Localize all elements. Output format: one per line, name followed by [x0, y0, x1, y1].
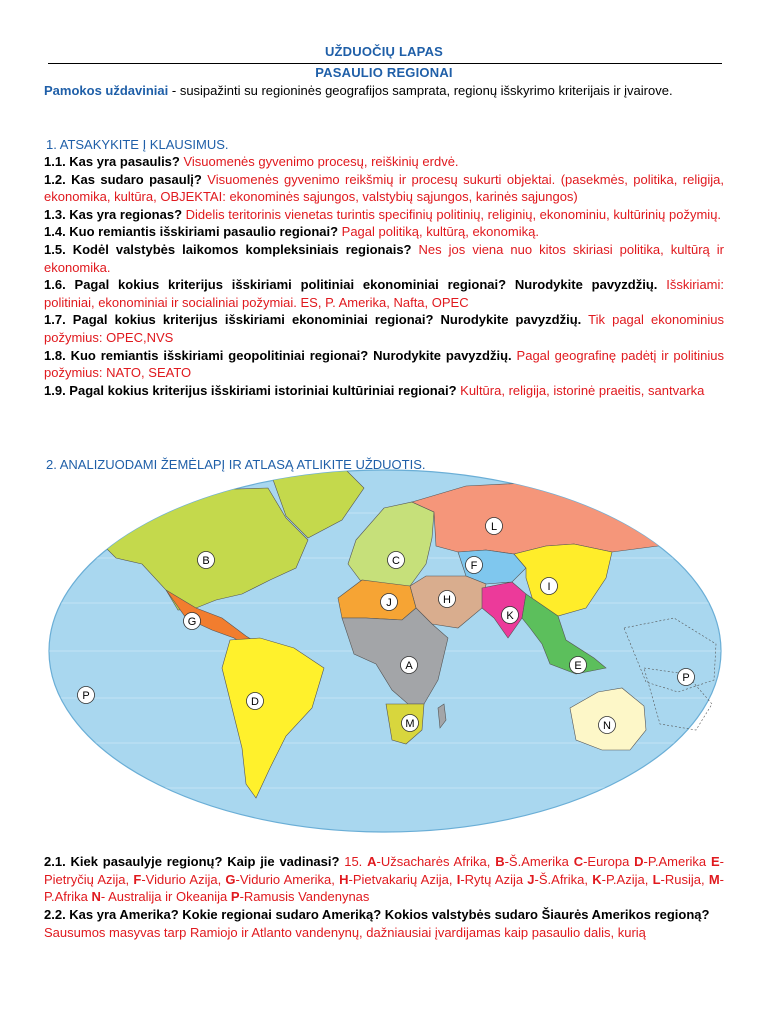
region-letter: C: [573, 854, 584, 869]
region-name: 15.: [339, 854, 368, 869]
region-letter: H: [339, 871, 349, 887]
region-letter: D: [634, 854, 644, 869]
region-letter: E: [710, 854, 720, 869]
region-marker-label: G: [187, 615, 197, 628]
answer-text: Kultūra, religija, istorinė praeitis, santvarka: [456, 382, 705, 398]
region-name: -Užsacharės Afrika,: [376, 854, 496, 869]
region-letter: J: [527, 871, 535, 887]
region-name: -Š.Amerika: [504, 854, 574, 869]
region-name: -P.Afrika: [44, 871, 724, 905]
new-zealand: [674, 744, 686, 770]
section2-heading: 2. ANALIZUODAMI ŽEMĖLAPĮ IR ATLASĄ ATLIKITE UŽDUOTIS.: [46, 457, 426, 472]
region-letter: M: [708, 871, 720, 887]
question-item: [44, 276, 724, 311]
region-marker-label: J: [386, 596, 392, 609]
answer-text: Pagal politiką, kultūrą, ekonomiką.: [338, 224, 539, 240]
region-marker-label: B: [202, 554, 210, 567]
region-marker-label: A: [405, 659, 413, 672]
region-name: -Vidurio Amerika,: [235, 871, 340, 887]
question-item: [44, 311, 724, 346]
question-text: 1.3. Kas yra regionas?: [44, 206, 183, 222]
page-title: UŽDUOČIŲ LAPAS: [324, 44, 444, 59]
region-marker-label: D: [251, 695, 259, 708]
region-name: -Vidurio Azija,: [141, 871, 226, 887]
intro-text: - susipažinti su regioninės geografijos samprata, regionų išskyrimo kriterijais ir įvairove.: [168, 83, 673, 98]
region-letter: P: [230, 889, 240, 905]
region-name: - Australija ir Okeanija: [100, 889, 231, 905]
question-2-2: [44, 906, 724, 941]
questions-block: [44, 153, 724, 399]
question-text: 1.4. Kuo remiantis išskiriami pasaulio regionai?: [44, 224, 339, 240]
question-item: [44, 206, 724, 224]
answer-text: Išskiriami: politiniai, ekonominiai ir socialiniai požymiai. ES, P. Amerika, Nafta, OPEC: [44, 277, 725, 310]
question-item: [44, 153, 724, 171]
answer-text: Tik pagal ekonominius požymius: OPEC,NVS: [44, 312, 724, 345]
intro-label: Pamokos uždaviniai: [44, 83, 169, 98]
region-letter: B: [495, 854, 505, 869]
region-marker-label: P: [82, 689, 90, 702]
region-name: -P.Azija,: [601, 871, 653, 887]
region-marker-label: E: [574, 659, 582, 672]
region-marker-label: N: [603, 719, 611, 732]
region-name: -Europa: [583, 854, 635, 869]
question-text: 1.9. Pagal kokius kriterijus išskiriami istoriniai kultūriniai regionai?: [44, 382, 457, 398]
russia-region: [412, 482, 706, 554]
region-letter: I: [456, 871, 461, 887]
answer-text: Nes jos viena nuo kitos skiriasi politika, kultūrą ir ekonomika.: [44, 241, 725, 275]
world-map-svg: [46, 468, 724, 834]
region-marker-label: C: [392, 554, 400, 567]
region-name: -Ramusis Vandenynas: [239, 889, 370, 905]
region-letter: G: [225, 871, 236, 887]
question-item: [44, 241, 724, 276]
question-item: [44, 171, 724, 206]
region-marker-label: M: [405, 717, 415, 730]
question-text: 1.1. Kas yra pasaulis?: [44, 154, 180, 169]
page-subtitle: PASAULIO REGIONAI: [315, 65, 453, 80]
region-letter: L: [652, 871, 661, 887]
question-text: 1.8. Kuo remiantis išskiriami geopolitiniai regionai? Nurodykite pavyzdžių.: [44, 347, 512, 363]
question-item: [44, 382, 724, 400]
question-2-1: [44, 853, 724, 906]
question-text: 2.2. Kas yra Amerika? Kokie regionai sudaro Ameriką? Kokios valstybės sudaro Šiaurės Amerikos regioną?: [44, 907, 710, 922]
question-text: 1.5. Kodėl valstybės laikomos kompleksiniais regionais?: [44, 241, 412, 257]
answer-text: Visuomenės gyvenimo procesų, reiškinių erdvė.: [179, 154, 459, 169]
intro-paragraph: [44, 82, 724, 100]
region-marker-label: L: [490, 520, 498, 533]
answer-text: Pagal geografinę padėtį ir politinius požymius: NATO, SEATO: [44, 347, 724, 381]
region-name: -P.Amerika: [643, 854, 711, 869]
region-marker-label: K: [506, 609, 514, 622]
question-text: 1.6. Pagal kokius kriterijus išskiriami politiniai ekonominiai regionai? Nurodykite pavyzdžių.: [44, 277, 658, 293]
region-letter: K: [592, 871, 602, 887]
region-letter: F: [133, 871, 142, 887]
region-name: -Rusija,: [660, 871, 709, 887]
section1-heading: 1. ATSAKYKITE Į KLAUSIMUS.: [46, 137, 229, 152]
region-name: -Rytų Azija: [460, 871, 528, 887]
region-marker-label: I: [547, 580, 551, 593]
question-item: [44, 223, 724, 241]
title-divider: [48, 63, 722, 64]
region-name: -Š.Afrika,: [534, 871, 593, 887]
question-text: 1.7. Pagal kokius kriterijus išskiriami ekonominiai regionai? Nurodykite pavyzdžių.: [44, 312, 582, 328]
region-marker-label: H: [443, 593, 451, 606]
region-name: -Pietryčių Azija,: [44, 854, 724, 887]
question-text: 2.1. Kiek pasaulyje regionų? Kaip jie vadinasi?: [44, 854, 340, 869]
region-name: -Pietvakarių Azija,: [348, 871, 457, 887]
region-letter: N: [91, 889, 101, 905]
region-marker-label: F: [470, 559, 478, 572]
answer-text: Didelis teritorinis vienetas turintis specifinių politinių, religinių, ekonominiu, kultūrinių požymių.: [182, 206, 722, 222]
question-item: [44, 347, 724, 382]
region-marker-label: P: [682, 671, 690, 684]
world-regions-map: [46, 468, 724, 834]
region-letter: A: [367, 854, 377, 869]
answer-text: Sausumos masyvas tarp Ramiojo ir Atlanto vandenynų, dažniausiai įvardijamas kaip pasaulio dalis, kurią: [44, 924, 646, 940]
question-text: 1.2. Kas sudaro pasaulį?: [44, 171, 202, 187]
answer-text: Visuomenės gyvenimo reikšmių ir procesų sukurti objektai. (pasekmės, politika, religija, ekonomika, kultūra, OBJEKTAI: ekonominės sąjungos, valstybių sąjungos, karinės sąjungos): [44, 171, 724, 205]
